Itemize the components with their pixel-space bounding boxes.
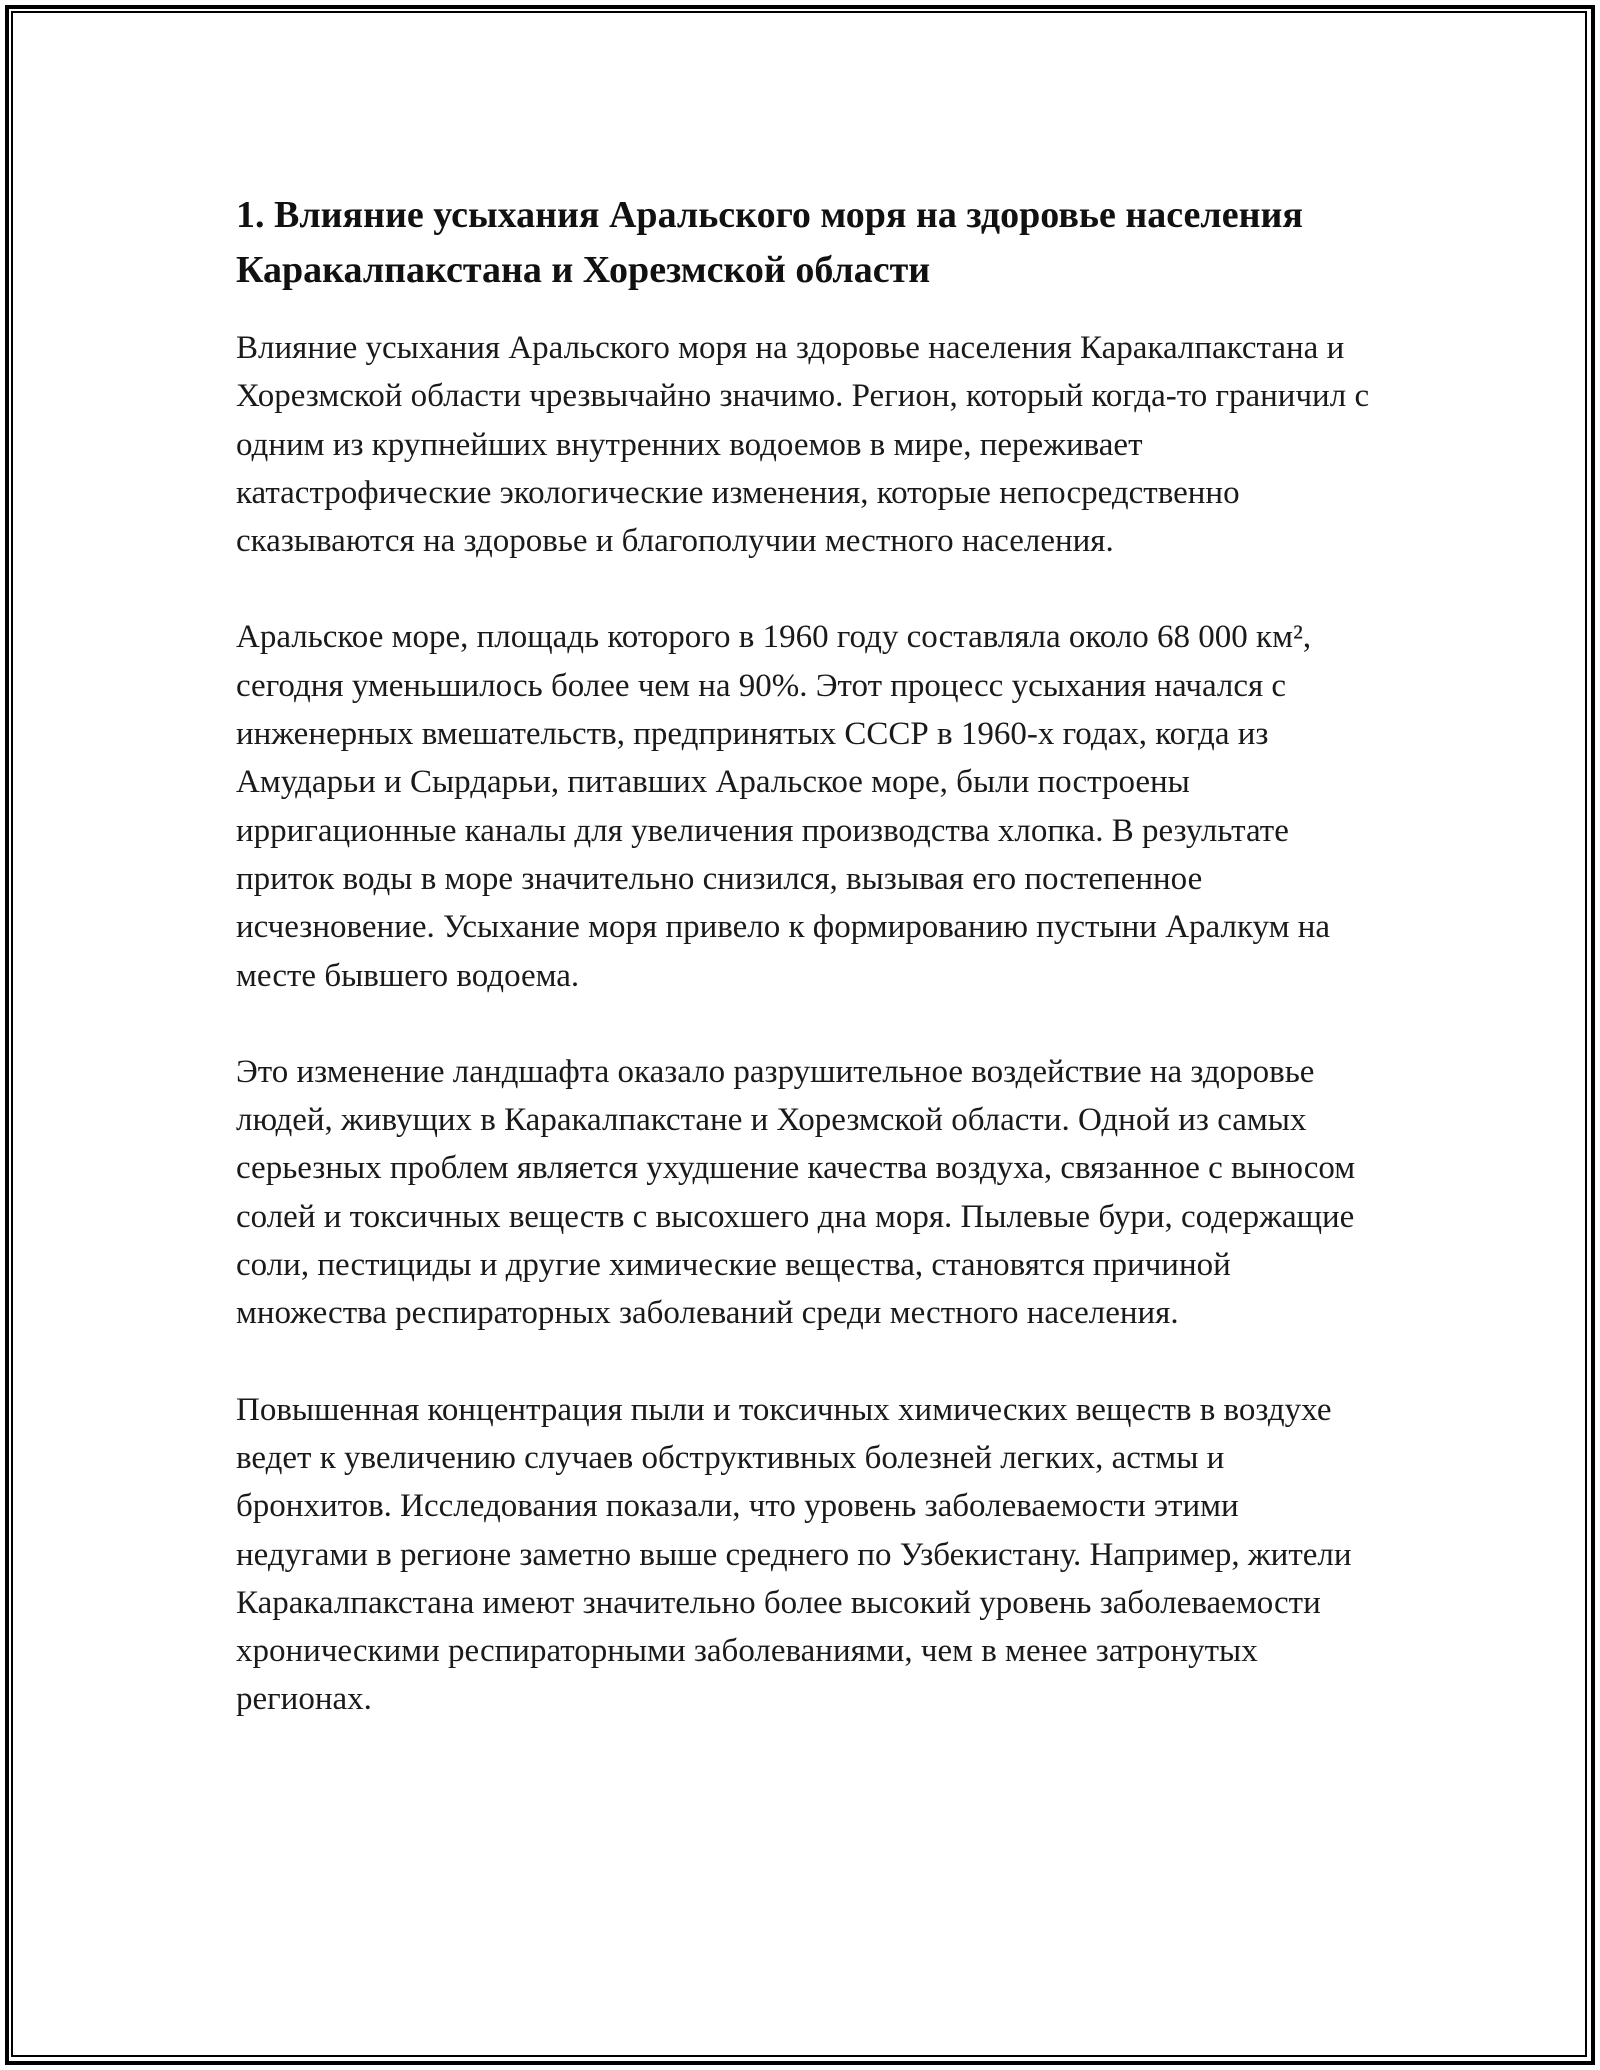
document-body — [236, 188, 1376, 1772]
paragraph-respiratory: Повышенная концентрация пыли и токсичных химических веществ в воздухе ведет к увеличению случаев обструктивных болезней легких, астмы и бронхитов. Исследования показали, что уровень заболеваемости этими недугами в регионе заметно выше среднего по Узбекистану. Например, жители Каракалпакстана имеют значительно более высокий уровень заболеваемости хроническими респираторными заболеваниями, чем в менее затронутых регионах. — [236, 1391, 1352, 1718]
paragraph-intro: Влияние усыхания Аральского моря на здоровье населения Каракалпакстана и Хорезмской области чрезвычайно значимо. Регион, который когда-то граничил с одним из крупнейших внутренних водоемов в мире, переживает катастрофические экологические изменения, которые непосредственно сказываются на здоровье и благополучии местного населения. — [236, 330, 1370, 560]
section-heading: 1. Влияние усыхания Аральского моря на здоровье населения Каракалпакстана и Хорезмской области — [236, 194, 1303, 291]
paragraph-health-impact: Это изменение ландшафта оказало разрушительное воздействие на здоровье людей, живущих в Каракалпакстане и Хорезмской области. Одной из самых серьезных проблем является ухудшение качества воздуха, связанное с выносом солей и токсичных веществ с высохшего дна моря. Пылевые бури, содержащие соли, пестициды и другие химические вещества, становятся причиной множества респираторных заболеваний среди местного населения. — [236, 1053, 1356, 1332]
paragraph-history: Аральское море, площадь которого в 1960 году составляла около 68 000 км², сегодня уменьшилось более чем на 90%. Этот процесс усыхания начался с инженерных вмешательств, предпринятых СССР в 1960-х годах, когда из Амударьи и Сырдарьи, питавших Аральское море, были построены ирригационные каналы для увеличения производства хлопка. В результате приток воды в море значительно снизился, вызывая его постепенное исчезновение. Усыхание моря привело к формированию пустыни Аралкум на месте бывшего водоема. — [236, 619, 1331, 994]
